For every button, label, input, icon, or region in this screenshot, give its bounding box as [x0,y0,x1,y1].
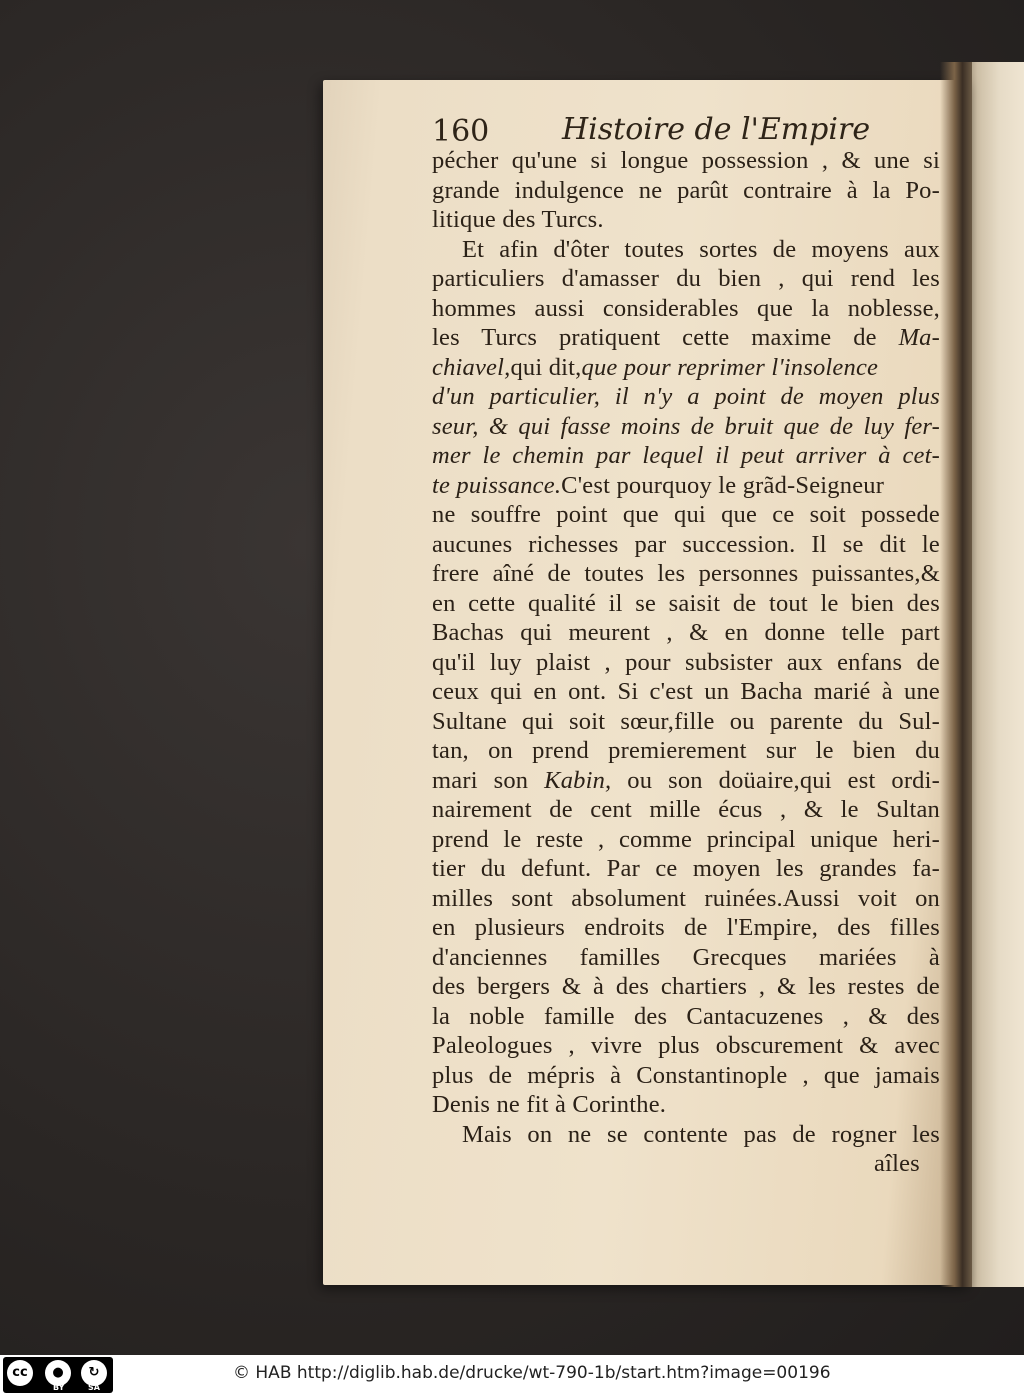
text-line: prend le reste , comme principal unique heri- [432,825,940,853]
italic-segment: que pour reprimer l'insolence [581,353,879,381]
text-line: en plusieurs endroits de l'Empire, des filles [432,914,940,941]
text-line: Sultane qui soit sœur,fille ou parente du Sul- [432,707,940,735]
text-segment: C'est pourquoy le grãd-Seigneur [561,471,885,499]
text-line: ne souffre point que qui que ce soit possede [432,501,940,528]
text-line: ceux qui en ont. Si c'est un Bacha marié à une [432,678,940,705]
text-segment: mari son [432,766,545,794]
text-line: d'anciennes familles Grecques mariées à [432,943,940,971]
text-line: la noble famille des Cantacuzenes , & des [432,1002,940,1030]
text-line: des bergers & à des chartiers , & les restes de [432,973,940,1000]
text-line: mer le chemin par lequel il peut arriver à cet- [432,442,940,469]
text-line: frere aîné de toutes les personnes puissantes,& [432,560,940,587]
text-line: Et afin d'ôter toutes sortes de moyens aux [462,235,940,263]
text-segment: ou son doüaire,qui est ordi- [611,766,940,794]
text-line: plus de mépris à Constantinople , que jamais [432,1061,940,1089]
text-line: grande indulgence ne parût contraire à la Po- [432,176,940,204]
text-line: pécher qu'une si longue possession , & une si [432,147,940,174]
by-attribution-icon: ● [45,1360,71,1386]
catchword: aîles [874,1150,920,1177]
page-number: 160 [432,114,490,149]
by-label: BY [53,1383,65,1392]
text-line: qu'il luy plaist , pour subsister aux enfans de [432,648,940,676]
page-body [432,146,940,1179]
text-line: Denis ne fit à Corinthe. [432,1091,667,1118]
text-line: nairement de cent mille écus , & le Sultan [432,796,940,823]
text-line: d'un particulier, il n'y a point de moyen plus [432,383,940,410]
text-line: en cette qualité il se saisit de tout le bien des [432,589,940,617]
sa-label: SA [88,1383,100,1392]
text-line [432,471,940,501]
running-head: Histoire de l'Empire [562,112,871,147]
italic-segment: Ma- [898,324,940,351]
text-line [432,353,940,383]
cc-icon: cc [7,1360,33,1386]
text-line: seur, & qui fasse moins de bruit que de luy fer- [432,412,940,440]
book-gutter [940,62,972,1287]
text-line: Bachas qui meurent , & en donne telle part [432,619,940,646]
italic-segment: chiavel, [432,353,511,381]
italic-segment: te puissance. [432,471,562,499]
cc-license-badge[interactable] [3,1357,113,1393]
text-line [432,766,940,796]
text-line: litique des Turcs. [432,206,604,233]
text-line: Paleologues , vivre plus obscurement & avec [432,1032,940,1059]
text-line: tan, on prend premierement sur le bien du [432,737,940,764]
text-line: aucunes richesses par succession. Il se dit le [432,530,940,558]
text-line: tier du defunt. Par ce moyen les grandes fa- [432,855,940,882]
share-alike-icon: ↻ [81,1360,107,1386]
text-line [432,323,940,353]
text-segment: qui dit, [510,353,582,381]
text-line: hommes aussi considerables que la noblesse, [432,294,940,322]
text-line: particuliers d'amasser du bien , qui rend les [432,265,940,292]
text-line: milles sont absolument ruinées.Aussi voit on [432,884,940,912]
text-line: Mais on ne se contente pas de rogner les [462,1120,940,1148]
italic-segment: Kabin, [544,766,612,794]
credit-link[interactable]: © HAB http://diglib.hab.de/drucke/wt-790-1b/start.htm?image=00196 [233,1363,831,1383]
text-segment: les Turcs pratiquent cette maxime de [432,324,899,351]
